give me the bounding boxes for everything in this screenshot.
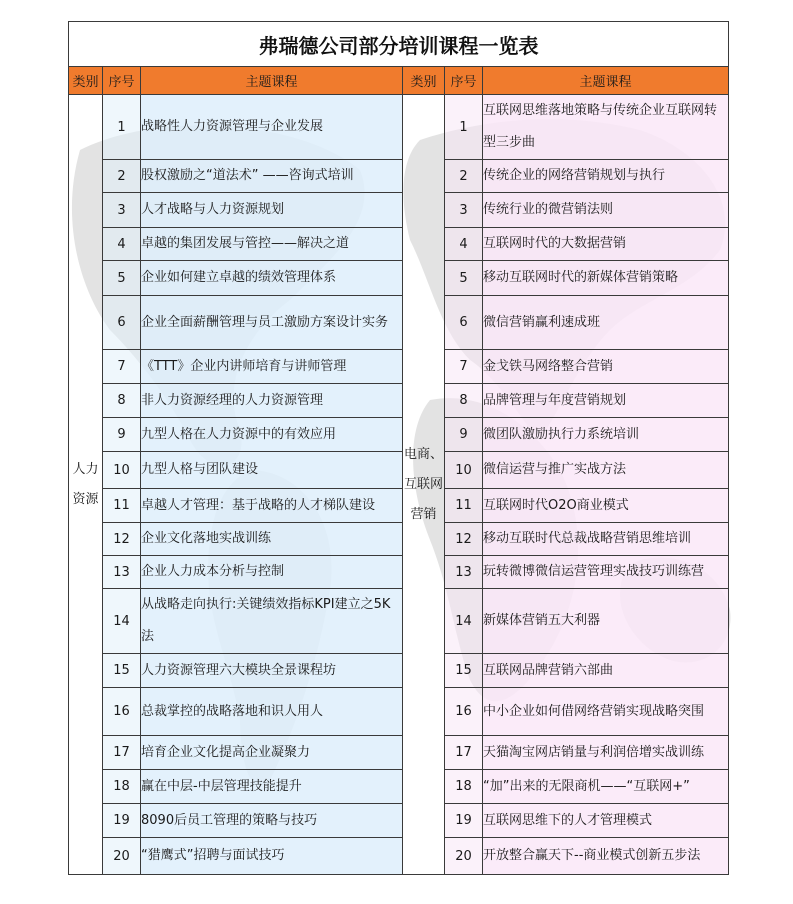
course-right: 新媒体营销五大利器 bbox=[483, 589, 729, 654]
course-table bbox=[68, 21, 729, 875]
course-right: 传统企业的网络营销规划与执行 bbox=[483, 160, 729, 193]
category-left bbox=[69, 95, 103, 875]
row-number-right: 16 bbox=[445, 688, 483, 736]
row-number-right: 5 bbox=[445, 261, 483, 296]
course-left: 《TTT》企业内讲师培育与讲师管理 bbox=[141, 350, 403, 384]
course-right: 移动互联时代总裁战略营销思维培训 bbox=[483, 523, 729, 556]
table-row bbox=[69, 418, 729, 452]
course-left: 企业全面薪酬管理与员工激励方案设计实务 bbox=[141, 296, 403, 350]
row-number-left: 7 bbox=[103, 350, 141, 384]
row-number-right: 2 bbox=[445, 160, 483, 193]
table-row bbox=[69, 228, 729, 261]
course-left: 卓越的集团发展与管控——解决之道 bbox=[141, 228, 403, 261]
table-row bbox=[69, 770, 729, 804]
row-number-left: 10 bbox=[103, 452, 141, 489]
row-number-left: 15 bbox=[103, 654, 141, 688]
row-number-right: 11 bbox=[445, 489, 483, 523]
row-number-left: 13 bbox=[103, 556, 141, 589]
course-left: 8090后员工管理的策略与技巧 bbox=[141, 804, 403, 838]
row-number-left: 3 bbox=[103, 193, 141, 228]
course-left: “猎鹰式”招聘与面试技巧 bbox=[141, 838, 403, 875]
course-left: 九型人格与团队建设 bbox=[141, 452, 403, 489]
row-number-right: 12 bbox=[445, 523, 483, 556]
course-left: 培育企业文化提高企业凝聚力 bbox=[141, 736, 403, 770]
table-row bbox=[69, 452, 729, 489]
course-right: 开放整合赢天下--商业模式创新五步法 bbox=[483, 838, 729, 875]
row-number-right: 6 bbox=[445, 296, 483, 350]
row-number-left: 1 bbox=[103, 95, 141, 160]
header-number-left: 序号 bbox=[103, 67, 141, 95]
row-number-right: 9 bbox=[445, 418, 483, 452]
row-number-right: 4 bbox=[445, 228, 483, 261]
course-right: 传统行业的微营销法则 bbox=[483, 193, 729, 228]
header-topic-right: 主题课程 bbox=[483, 67, 729, 95]
row-number-left: 11 bbox=[103, 489, 141, 523]
row-number-right: 20 bbox=[445, 838, 483, 875]
course-right: 玩转微博微信运营管理实战技巧训练营 bbox=[483, 556, 729, 589]
row-number-right: 19 bbox=[445, 804, 483, 838]
table-row bbox=[69, 261, 729, 296]
row-number-left: 8 bbox=[103, 384, 141, 418]
course-left: 人力资源管理六大模块全景课程坊 bbox=[141, 654, 403, 688]
course-left: 卓越人才管理：基于战略的人才梯队建设 bbox=[141, 489, 403, 523]
table-row bbox=[69, 654, 729, 688]
table-row bbox=[69, 296, 729, 350]
row-number-left: 14 bbox=[103, 589, 141, 654]
course-left: 企业人力成本分析与控制 bbox=[141, 556, 403, 589]
course-right: 互联网思维下的人才管理模式 bbox=[483, 804, 729, 838]
table-row bbox=[69, 193, 729, 228]
row-number-left: 5 bbox=[103, 261, 141, 296]
table-row bbox=[69, 688, 729, 736]
table-row bbox=[69, 160, 729, 193]
row-number-left: 12 bbox=[103, 523, 141, 556]
row-number-right: 18 bbox=[445, 770, 483, 804]
row-number-right: 14 bbox=[445, 589, 483, 654]
row-number-left: 20 bbox=[103, 838, 141, 875]
row-number-right: 8 bbox=[445, 384, 483, 418]
course-left: 企业文化落地实战训练 bbox=[141, 523, 403, 556]
course-right: 品牌管理与年度营销规划 bbox=[483, 384, 729, 418]
row-number-right: 15 bbox=[445, 654, 483, 688]
course-right: “加”出来的无限商机——“互联网+” bbox=[483, 770, 729, 804]
row-number-left: 19 bbox=[103, 804, 141, 838]
row-number-right: 13 bbox=[445, 556, 483, 589]
header-category-right: 类别 bbox=[403, 67, 445, 95]
course-right: 微团队激励执行力系统培训 bbox=[483, 418, 729, 452]
course-left: 非人力资源经理的人力资源管理 bbox=[141, 384, 403, 418]
category-right-line: 互联网 bbox=[403, 476, 443, 492]
table-row bbox=[69, 556, 729, 589]
course-left: 九型人格在人力资源中的有效应用 bbox=[141, 418, 403, 452]
header-number-right: 序号 bbox=[445, 67, 483, 95]
row-number-left: 18 bbox=[103, 770, 141, 804]
header-topic-left: 主题课程 bbox=[141, 67, 403, 95]
table-row bbox=[69, 384, 729, 418]
course-left: 人才战略与人力资源规划 bbox=[141, 193, 403, 228]
table-row bbox=[69, 350, 729, 384]
table-row bbox=[69, 804, 729, 838]
row-number-right: 7 bbox=[445, 350, 483, 384]
course-left: 战略性人力资源管理与企业发展 bbox=[141, 95, 403, 160]
table-row bbox=[69, 523, 729, 556]
row-number-left: 6 bbox=[103, 296, 141, 350]
course-left: 赢在中层-中层管理技能提升 bbox=[141, 770, 403, 804]
course-right: 移动互联网时代的新媒体营销策略 bbox=[483, 261, 729, 296]
row-number-right: 3 bbox=[445, 193, 483, 228]
row-number-left: 2 bbox=[103, 160, 141, 193]
course-left: 股权激励之“道法术” ——咨询式培训 bbox=[141, 160, 403, 193]
category-right-line: 营销 bbox=[410, 506, 437, 522]
row-number-left: 16 bbox=[103, 688, 141, 736]
table-title: 弗瑞德公司部分培训课程一览表 bbox=[69, 22, 729, 67]
category-right-line: 电商、 bbox=[403, 446, 443, 462]
course-right: 互联网品牌营销六部曲 bbox=[483, 654, 729, 688]
row-number-right: 17 bbox=[445, 736, 483, 770]
course-right: 互联网时代的大数据营销 bbox=[483, 228, 729, 261]
table-row bbox=[69, 589, 729, 654]
table-row bbox=[69, 489, 729, 523]
course-right: 中小企业如何借网络营销实现战略突围 bbox=[483, 688, 729, 736]
course-left: 企业如何建立卓越的绩效管理体系 bbox=[141, 261, 403, 296]
course-right: 天猫淘宝网店销量与利润倍增实战训练 bbox=[483, 736, 729, 770]
category-right bbox=[403, 95, 445, 875]
row-number-left: 17 bbox=[103, 736, 141, 770]
row-number-left: 4 bbox=[103, 228, 141, 261]
course-right: 微信营销赢利速成班 bbox=[483, 296, 729, 350]
course-right: 互联网时代O2O商业模式 bbox=[483, 489, 729, 523]
course-right: 金戈铁马网络整合营销 bbox=[483, 350, 729, 384]
header-category-left: 类别 bbox=[69, 67, 103, 95]
course-right: 互联网思维落地策略与传统企业互联网转型三步曲 bbox=[483, 95, 729, 160]
category-left-line: 人力 bbox=[72, 461, 99, 477]
course-right: 微信运营与推广实战方法 bbox=[483, 452, 729, 489]
course-left: 从战略走向执行:关键绩效指标KPI建立之5K法 bbox=[141, 589, 403, 654]
category-left-line: 资源 bbox=[72, 491, 99, 507]
table-row bbox=[69, 95, 729, 160]
row-number-right: 1 bbox=[445, 95, 483, 160]
table-row bbox=[69, 838, 729, 875]
row-number-left: 9 bbox=[103, 418, 141, 452]
row-number-right: 10 bbox=[445, 452, 483, 489]
table-row bbox=[69, 736, 729, 770]
course-left: 总裁掌控的战略落地和识人用人 bbox=[141, 688, 403, 736]
